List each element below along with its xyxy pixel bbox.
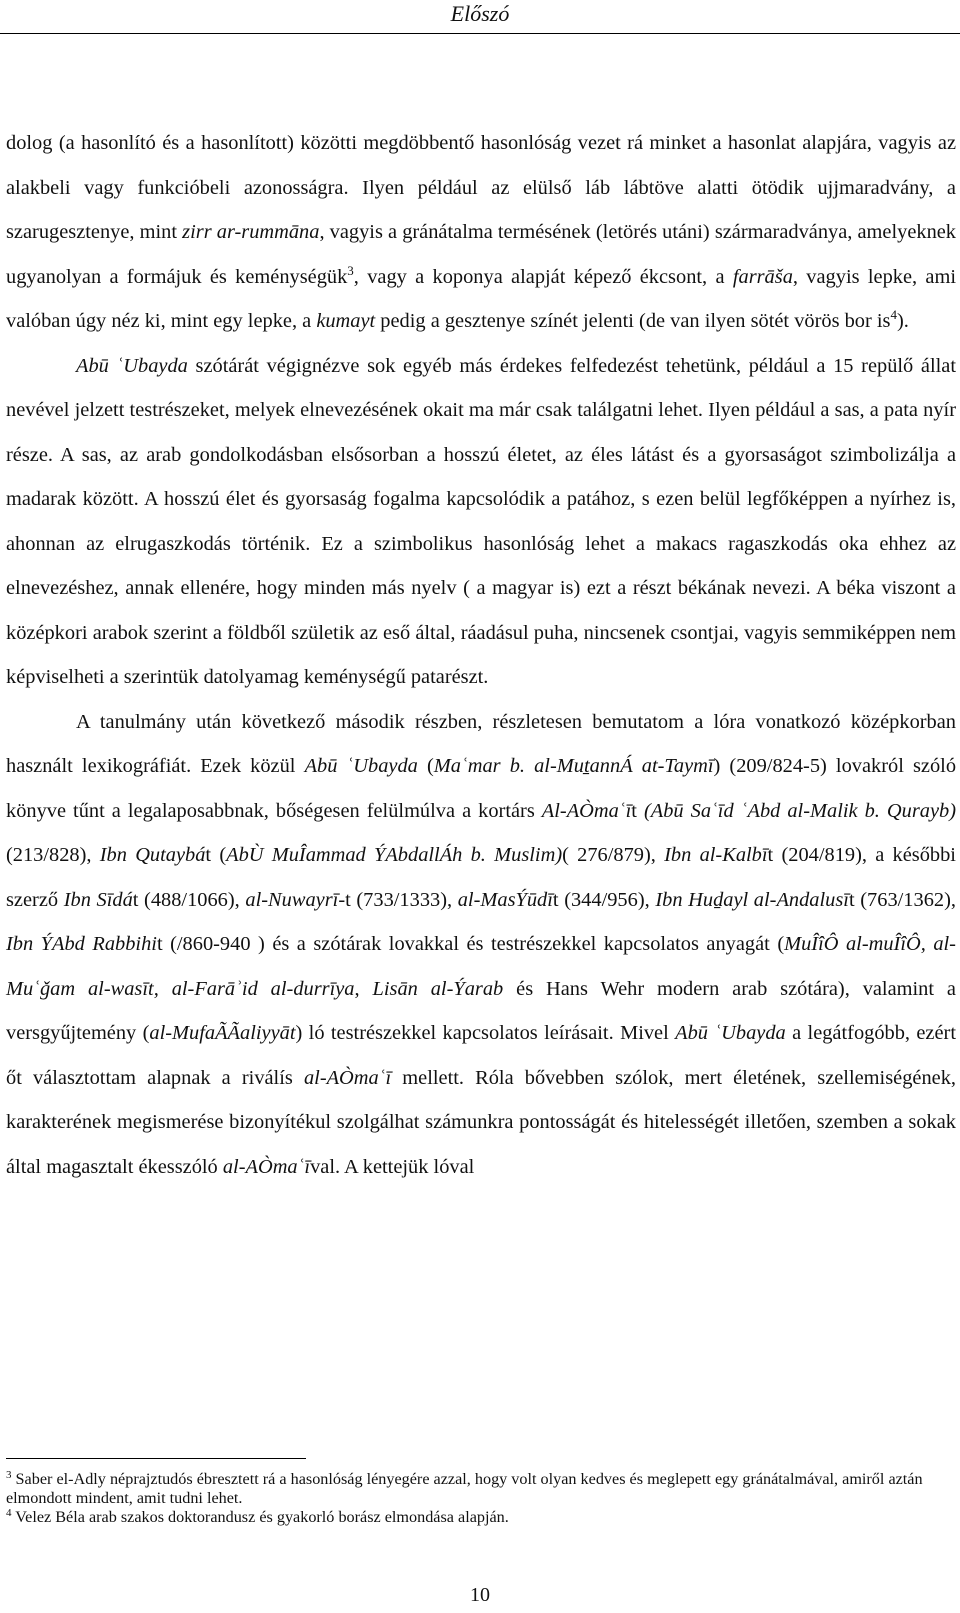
text-run: ) (209/824-5) lovakról szóló könyve tűnt a legalaposabbnak, bőségesen felülmúlva a kortárs <box>6 755 957 822</box>
italic-term: Ibn Qutaybá <box>99 844 206 866</box>
footnote <box>6 1508 946 1527</box>
text-run: t (204/819), a későbbi szerző <box>6 844 956 911</box>
italic-term: Abū ʿUbayda <box>304 755 418 777</box>
italic-term: Al-AÒmaʿī <box>541 799 632 822</box>
text-run: pedig a gesztenye színét jelenti (de van ilyen sötét vörös bor is <box>375 310 891 332</box>
footnote-separator <box>6 1458 306 1459</box>
main-text <box>6 121 956 1189</box>
text-run: , vagyis lepke, ami valóban úgy néz ki, mint egy lepke, a <box>6 265 956 332</box>
footnote-text: Velez Béla arab szakos doktorandusz és gyakorló borász elmondása alapján. <box>11 1508 509 1526</box>
italic-term: Ibn ÝAbd Rabbihi <box>6 933 157 955</box>
italic-term: al-MasÝūdī <box>457 888 553 911</box>
text-run: ). <box>897 310 909 332</box>
text-run: t ( <box>205 844 227 866</box>
text-run: , <box>354 977 373 1000</box>
footnote-number: 4 <box>6 1507 12 1519</box>
text-run: , vagyis a gránátalma termésének (letörés utáni) szármaradványa, amelyeknek ugyanolyan a formájuk és keménységük <box>6 221 957 288</box>
text-run: ( 276/879), <box>562 844 665 866</box>
italic-term: Ibn Huḏayl al-Andalusī <box>655 888 849 911</box>
italic-term: Abū ʿUbayda <box>675 1022 786 1044</box>
text-run: t (/860-940 ) és a szótárak lovakkal és testrészekkel kapcsolatos anyagát ( <box>156 933 785 955</box>
italic-term: Abū ʿUbayda <box>76 354 188 377</box>
italic-term: al-MufaÃÃaliyyāt <box>149 1022 296 1044</box>
italic-term: al-Nuwayrī <box>245 888 339 911</box>
text-run: ) ló testrészekkel kapcsolatos leírásait. Mivel <box>295 1022 676 1044</box>
text-run: dolog (a hasonlító és a hasonlított) közötti megdöbbentő hasonlóság vezet rá minket a hasonlat alapjára, vagyis az alakbeli vagy funkcióbeli azonosságra. Ilyen például az elülső láb lábtöve alatti ötödik ujjmaradvány, a szarugesztenye, mint <box>6 132 956 243</box>
paragraph <box>6 344 956 700</box>
italic-term: Lisān al-Ýarab <box>372 977 504 1000</box>
italic-term: Ibn Sīdá <box>63 888 133 911</box>
paragraph <box>6 700 956 1190</box>
footnote-number: 3 <box>6 1469 12 1481</box>
text-run: szótárát végignézve sok egyéb más érdekes felfedezést tehetünk, például a 15 repülő állat nevével jelzett testrészeket, melyek elnevezésének okait ma már csak találgatni lehet. Ilyen például a sas, a pata nyír része. A sas, az arab gondolkodásban elsősorban a hosszú életet, az éles látást és a gyorsaságot szimbolizálja a madarak között. A hosszú élet és gyorsaság fogalma kapcsolódik a patához, s ezen belül legfőképpen a nyírhez is, ahonnan az elrugaszkodás történik. Ez a szimbolikus hasonlóság lehet a makacs ragaszkodás oka ehhez az elnevezéshez, annak ellenére, hogy minden más nyelv ( a magyar is) ezt a részt békának nevezi. A béka viszont a középkori arabok szerint a földből születik az eső által, ráadásul puha, nincsenek csontjai, vagyis semmiképpen nem képviselheti a szerintük datolyamag keménységű patarészt. <box>6 354 957 688</box>
page-number <box>0 1583 960 1607</box>
running-header <box>0 0 960 32</box>
italic-term: zirr ar-rummāna <box>182 221 320 243</box>
italic-term: (Abū Saʿīd ʿAbd al-Malik b. Qurayb) <box>643 799 957 822</box>
header-rule <box>0 33 960 34</box>
text-run: mellett. Róla bővebben szólok, mert életének, szellemiségének, karakterének megismerése bizonyítékul szolgálhat számunkra pontosságát és hitelességét illetően, szemben a sokak által magasztalt ékesszóló <box>6 1066 956 1178</box>
footnote-ref: 3 <box>347 262 354 278</box>
italic-term: Maʿmar b. al-MuṯannÁ at-Taymī <box>433 755 714 777</box>
italic-term: farrāša <box>732 265 793 288</box>
text-run: t (344/956), <box>552 888 656 911</box>
text-run: t (488/1066), <box>132 888 246 911</box>
footnote-ref: 4 <box>890 307 897 322</box>
footnotes <box>6 1470 946 1527</box>
header-title: Előszó <box>450 1 510 26</box>
text-run: (213/828), <box>6 844 100 866</box>
italic-term: AbÙ MuÎammad ÝAbdallÁh b. Muslim) <box>226 844 563 866</box>
text-run: val. A kettejük lóval <box>310 1155 475 1178</box>
text-run: A tanulmány után következő második részben, részletesen bemutatom a lóra vonatkozó középkorban használt lexikográfiát. Ezek közül <box>6 710 956 777</box>
text-run: a legátfogóbb, ezért őt választottam alapnak a riválís <box>6 1022 956 1089</box>
text-run: t (763/1362), <box>848 888 956 911</box>
paragraph <box>6 121 956 344</box>
page-number-text: 10 <box>470 1584 490 1606</box>
italic-term: al-AÒmaʿī <box>222 1155 311 1178</box>
text-run: ( <box>417 755 434 777</box>
footnote <box>6 1470 946 1508</box>
footnote-text: Saber el-Adly néprajztudós ébresztett rá a hasonlóság lényegére azzal, hogy volt olyan kedves és meglepett egy gránátalmával, amiről aztán elmondott mindent, amit tudni lehet. <box>6 1470 923 1507</box>
italic-term: MuÎîÔ al-muÎîÔ, al-Muʿǧam al-wasīt, al-Farāʾid al-durrīya <box>6 933 956 1000</box>
text-run: t <box>631 799 644 822</box>
text-run: és Hans Wehr modern arab szótára), valamint a versgyűjtemény ( <box>6 977 956 1044</box>
italic-term: Ibn al-Kalbī <box>664 844 768 866</box>
text-run: , vagy a koponya alapját képező ékcsont, a <box>353 265 733 288</box>
italic-term: kumayt <box>316 310 376 332</box>
text-run: -t (733/1333), <box>338 888 458 911</box>
italic-term: al-AÒmaʿī <box>303 1066 392 1089</box>
